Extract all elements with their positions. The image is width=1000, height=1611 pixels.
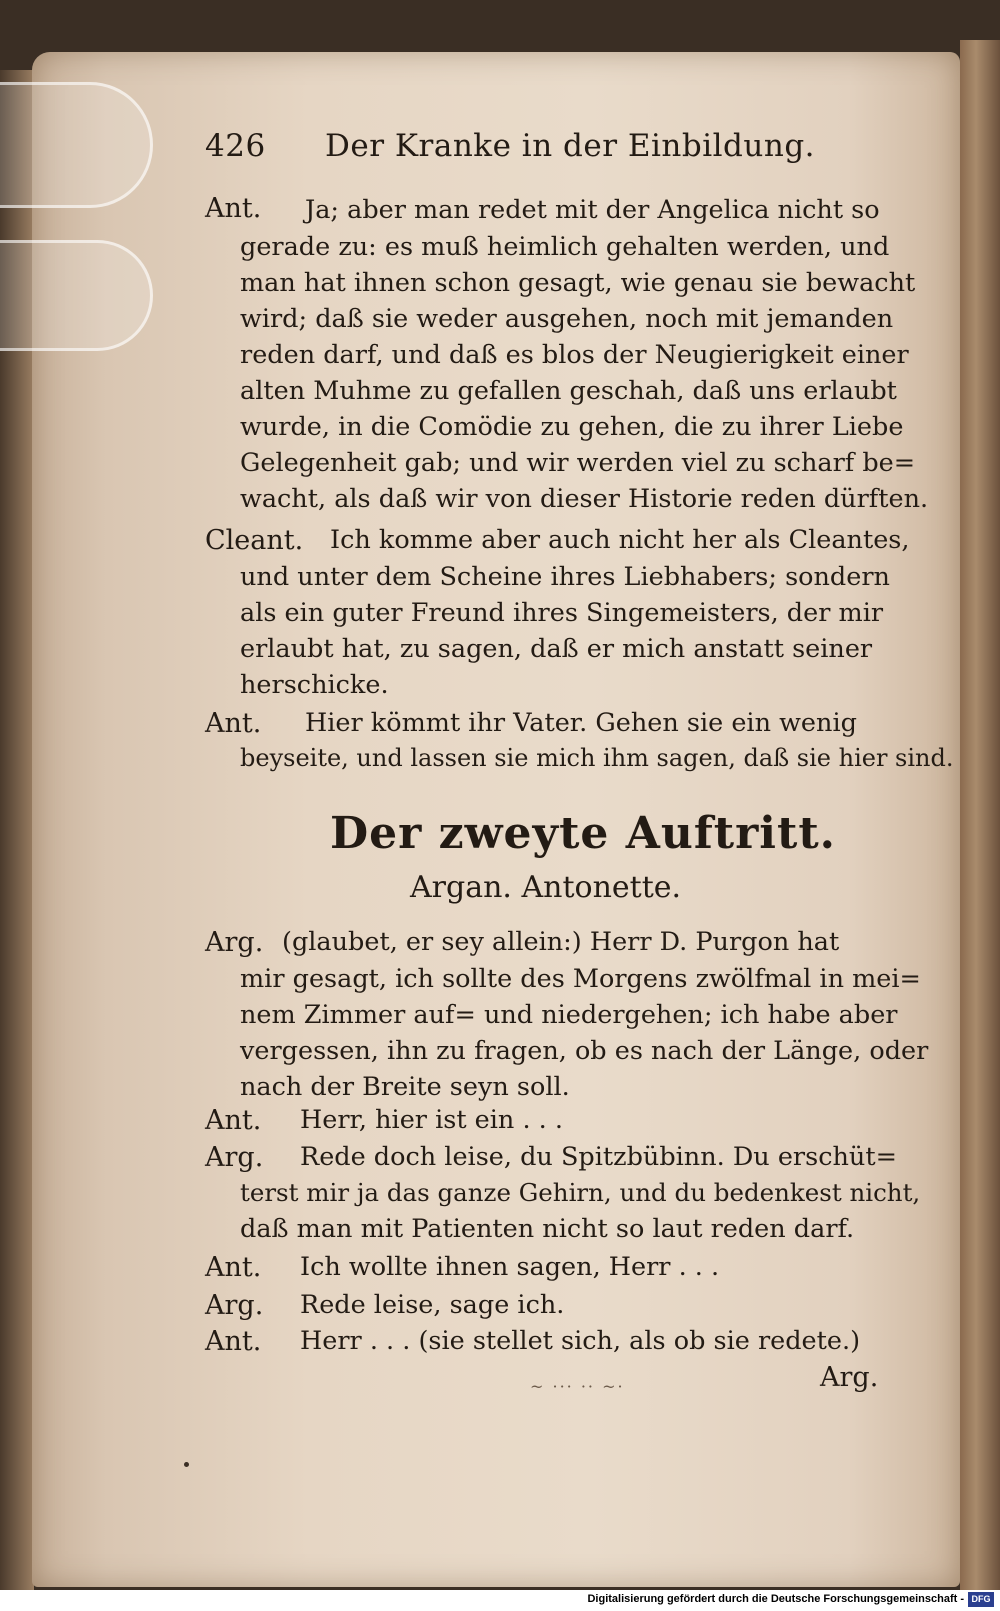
scene-heading: Der zweyte Auftritt. (330, 808, 836, 859)
text-line: Rede leise, sage ich. (300, 1290, 565, 1320)
speaker-ant: Ant. (205, 1252, 262, 1283)
dfg-logo-icon: DFG (968, 1592, 994, 1607)
speaker-arg: Arg. (205, 927, 264, 958)
digitization-footer (0, 1590, 1000, 1611)
scene-persons: Argan. Antonette. (410, 870, 682, 905)
text-line: und unter dem Scheine ihres Liebhabers; sondern (240, 562, 890, 592)
text-line: reden darf, und daß es blos der Neugierigkeit einer (240, 340, 909, 370)
speaker-ant: Ant. (205, 708, 262, 739)
speaker-ant: Ant. (205, 1105, 262, 1136)
text-line: Ich wollte ihnen sagen, Herr . . . (300, 1252, 720, 1282)
text-line: als ein guter Freund ihres Singemeisters, der mir (240, 598, 884, 628)
running-head (205, 128, 815, 164)
footer-credit: Digitalisierung gefördert durch die Deutsche Forschungsgemeinschaft - (587, 1593, 964, 1605)
text-line: wacht, als daß wir von dieser Historie reden dürften. (240, 484, 929, 514)
text-line: gerade zu: es muß heimlich gehalten werden, und (240, 232, 890, 262)
text-line: beyseite, und lassen sie mich ihm sagen, daß sie hier sind. (240, 744, 954, 772)
text-line: nem Zimmer auf= und niedergehen; ich habe aber (240, 1000, 898, 1030)
ink-dot (184, 1462, 189, 1467)
text-line: erlaubt hat, zu sagen, daß er mich anstatt seiner (240, 634, 873, 664)
text-line: nach der Breite seyn soll. (240, 1072, 570, 1102)
text-line: Ja; aber man redet mit der Angelica nicht so (305, 195, 880, 225)
catchword: Arg. (820, 1362, 879, 1393)
speaker-arg: Arg. (205, 1142, 264, 1173)
text-line: Ich komme aber auch nicht her als Cleantes, (330, 525, 910, 555)
text-line: Rede doch leise, du Spitzbübinn. Du erschüt= (300, 1142, 897, 1172)
page-number: 426 (205, 128, 266, 164)
text-line: daß man mit Patienten nicht so laut reden darf. (240, 1214, 855, 1244)
text-line: Herr, hier ist ein . . . (300, 1105, 563, 1135)
text-line: terst mir ja das ganze Gehirn, und du bedenkest nicht, (240, 1178, 921, 1207)
text-line: Gelegenheit gab; und wir werden viel zu scharf be= (240, 448, 916, 478)
running-title: Der Kranke in der Einbildung. (325, 128, 816, 164)
text-line: Herr . . . (sie stellet sich, als ob sie redete.) (300, 1326, 861, 1356)
text-line: mir gesagt, ich sollte des Morgens zwölfmal in mei= (240, 964, 921, 994)
speaker-cleant: Cleant. (205, 525, 304, 556)
clip-bottom (0, 240, 153, 351)
text-line: (glaubet, er sey allein:) Herr D. Purgon hat (282, 927, 840, 957)
clip-top (0, 82, 153, 208)
text-line: wurde, in die Comödie zu gehen, die zu ihrer Liebe (240, 412, 904, 442)
speaker-arg: Arg. (205, 1290, 264, 1321)
text-line: vergessen, ihn zu fragen, ob es nach der Länge, oder (240, 1036, 929, 1066)
ink-smudge: ~ ··· ·· ~· (530, 1377, 625, 1396)
page-edge (960, 40, 1000, 1590)
speaker-ant: Ant. (205, 193, 262, 224)
text-line: Hier kömmt ihr Vater. Gehen sie ein wenig (305, 708, 857, 738)
text-line: wird; daß sie weder ausgehen, noch mit jemanden (240, 304, 894, 334)
text-line: herschicke. (240, 670, 389, 700)
speaker-ant: Ant. (205, 1326, 262, 1357)
text-line: alten Muhme zu gefallen geschah, daß uns erlaubt (240, 376, 897, 406)
text-line: man hat ihnen schon gesagt, wie genau sie bewacht (240, 268, 916, 298)
